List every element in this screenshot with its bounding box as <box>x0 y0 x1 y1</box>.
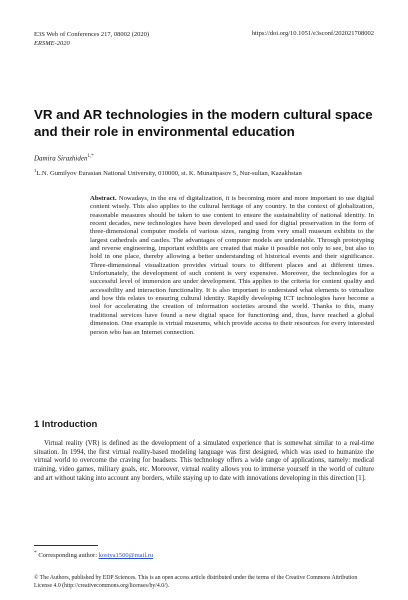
affiliation-text: L.N. Gumilyov Eurasian National University, 010000, st. K. Munaitpasov 5, Nur-sultan, Kazakhstan <box>36 170 302 178</box>
footnote-mark: * <box>34 550 37 556</box>
introduction-paragraph: Virtual reality (VR) is defined as the development of a simulated experience that is somewhat similar to a real-time situation. In 1994, the first virtual reality-based modeling language was first designed, which was used to humanize the virtual world to overcome the craving for headsets. This technology offers a wide range of applications, namely: medical training, video games, military goals, etc. Moreover, virtual reality allows you to immerse yourself in the world of culture and art without taking into account any borders, while staying up to date with innovations developing in this direction [1]. <box>34 440 374 482</box>
copyright-notice: © The Authors, published by EDP Sciences. This is an open access article distributed under the terms of the Creative Commons Attribution License 4.0 (http://creativecommons.org/licenses/by/4.0/). <box>34 575 358 589</box>
author-marks: 1,* <box>87 154 94 159</box>
author-name: Damira Sirazhiden <box>34 154 88 163</box>
doi-link[interactable]: https://doi.org/10.1051/e3sconf/202021708002 <box>251 30 374 37</box>
abstract <box>90 195 374 337</box>
running-header-left <box>34 30 149 48</box>
footnote <box>34 550 153 559</box>
section-heading: 1 Introduction <box>34 419 98 430</box>
author-email-link[interactable]: kostya1500@mail.ru <box>98 552 154 560</box>
abstract-label: Abstract. <box>90 195 117 202</box>
footnote-rule <box>34 545 98 546</box>
journal-citation: E3S Web of Conferences 217, 08002 (2020) <box>34 31 150 38</box>
author-line <box>34 154 94 162</box>
abstract-text: Nowadays, in the era of digitalization, it is becoming more and more important to use digital content wisely. This also applies to the cultural heritage of any country. In the context of globalization, reasonable measures should be taken to use content to ensure the sustainability of national identity. In recent decades, new technologies have been developed and used for digital preservation in the form of three-dimensional computer models of various sizes, ranging from very small museum exhibits to the largest cathedrals and castles. The advantages of computer models are undeniable. Through prototyping and reverse engineering, important exhibits are created that make it possible not only to see, but also to hold in one place, thereby allowing a better understanding of historical events and their significance. Three-dimensional visualization provides virtual tours to different places and at different times. Unfortunately, the development of such content is very expensive. Moreover, the technologies for a successful level of immersion are under development. This applies to the criteria for content quality and accessibility and interaction functionality. It is also important to understand what elements to virtualize and how this relates to ensuring cultural identity. Rapidly developing ICT technologies have become a tool for accelerating the creation of information societies around the world. Thanks to this, many traditional services have found a new digital space for functioning and, thus, have reached a global dimension. One example is virtual museums, which provide access to their resources for every interested person who has an Internet connection. <box>90 195 375 336</box>
conference-name: ERSME-2020 <box>34 40 70 47</box>
affiliation-mark: 1 <box>34 168 37 173</box>
affiliation <box>34 168 302 177</box>
paper-title: VR and AR technologies in the modern cultural space and their role in environmental education <box>34 107 373 139</box>
footnote-label: Corresponding author: <box>38 552 97 560</box>
